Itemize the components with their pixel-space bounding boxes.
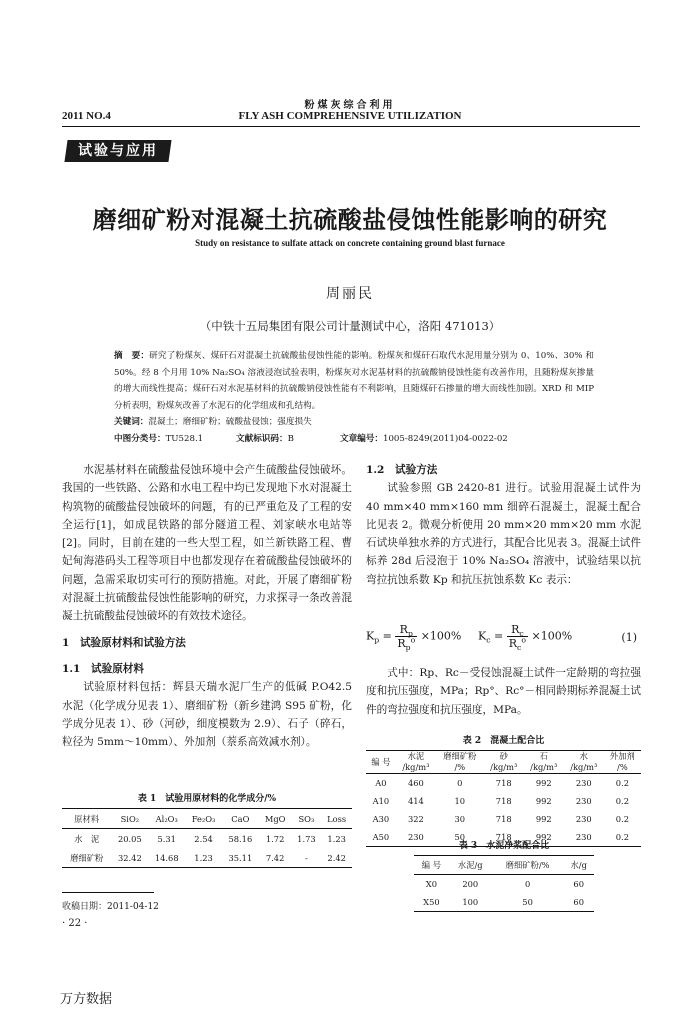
table-header-cell: 编 号 [421, 860, 441, 870]
table-header-cell: SiO₂ [120, 813, 140, 824]
clc-label: 中图分类号： [114, 434, 166, 444]
table-header-cell: 磨细矿粉/% [505, 860, 550, 870]
keywords-text: 混凝土；磨细矿粉；硫酸盐侵蚀；强度损失 [148, 417, 312, 427]
table-cell: 200 [462, 879, 479, 889]
abstract [114, 348, 594, 414]
table-cell: 0.2 [615, 832, 629, 842]
table-header-cell: SO₃ [298, 813, 315, 824]
table-cell: 10 [454, 796, 466, 806]
table-2 [366, 733, 641, 847]
table-header-cell: 石 /kg/m³ [530, 751, 558, 772]
table-cell: X50 [423, 897, 440, 907]
table-cell: 60 [573, 879, 584, 889]
table-cell: 0.2 [615, 814, 629, 824]
section-heading-1-2: 1.2 试验方法 [366, 464, 438, 476]
table-cell: 322 [407, 814, 424, 824]
table-cell: 718 [495, 814, 512, 824]
table-cell: 2.42 [327, 852, 346, 863]
abstract-text: 研究了粉煤灰、煤矸石对混凝土抗硫酸盐侵蚀性能的影响。粉煤灰和煤矸石取代水泥用量分别为 0、10%、30% 和 50%。经 8 个月用 10% Na₂SO₄ 溶液浸泡试验表明，粉煤灰对水泥基材料的抗硫酸钠侵蚀性能有改善作用，且随粉煤灰掺量的增大而线性提高；煤矸石对水泥基材料的抗硫酸钠侵蚀性能有不利影响，且随煤矸石掺量的增大而线性加剧。XRD 和 MIP 分析表明，粉煤灰改善了水泥石的化学组成和孔结构。 [114, 351, 594, 411]
table-cell: 718 [495, 778, 512, 788]
classification-line [114, 432, 614, 444]
table-cell: 1.73 [297, 833, 316, 844]
table-header-cell: Loss [327, 813, 347, 824]
table-cell: 0.2 [615, 796, 629, 806]
table-row [414, 893, 594, 912]
table-cell: 2.54 [194, 833, 213, 844]
table-cell: 230 [407, 832, 424, 842]
table-cell: 水 泥 [74, 833, 100, 844]
table-header-cell: 外加剂 /% [609, 751, 635, 772]
issue-number: 2011 NO.4 [62, 110, 111, 122]
journal-name-en: FLY ASH COMPREHENSIVE UTILIZATION [238, 110, 462, 122]
table-cell: 992 [535, 796, 552, 806]
formula-note: 式中：Rp、Rc－受侵蚀混凝土试件一定龄期的弯拉强度和抗压强度，MPa；Rp°、Rc°－相同龄期标养混凝土试件的弯拉强度和抗压强度，MPa。 [366, 667, 641, 716]
table-cell: A0 [375, 778, 387, 788]
section-heading-1: 1 试验原材料和试验方法 [62, 636, 186, 649]
right-column [366, 461, 641, 589]
affiliation: （中铁十五局集团有限公司计量测试中心，洛阳 471013） [199, 319, 501, 333]
doc-code-label: 文献标识码： [236, 434, 288, 444]
formula-kp: $K_p$ = $\frac{R_p}{R_p^o}$ ×100% [366, 623, 462, 653]
article-no-label: 文章编号： [340, 434, 383, 444]
table-cell: 1.72 [265, 833, 285, 844]
table-header-cell: 水泥/g [457, 860, 483, 870]
table-1-caption: 表 1 试验用原材料的化学成分/% [137, 794, 277, 804]
table-header-row [62, 809, 352, 829]
table-header-cell: 编 号 [371, 756, 391, 767]
table-cell: 992 [535, 814, 552, 824]
table-row [414, 875, 594, 894]
table-header-cell: 磨细矿粉 /% [443, 751, 477, 772]
table-header-row [366, 751, 641, 774]
table-cell: A50 [372, 832, 390, 842]
table-cell: 718 [495, 832, 512, 842]
table-header-cell: 原材料 [74, 813, 100, 824]
table-3-caption: 表 3 水泥净浆配合比 [458, 841, 550, 851]
table-cell: 35.11 [228, 852, 253, 863]
table-cell: 1.23 [327, 833, 346, 844]
table-cell: 0.2 [615, 778, 629, 788]
article-title-en: Study on resistance to sulfate attack on concrete containing ground blast furnace [195, 238, 505, 248]
header-rule [62, 126, 640, 127]
table-row [366, 774, 641, 793]
table-header-cell: Fe₂O₃ [191, 813, 216, 824]
table-row [366, 810, 641, 828]
table-cell: 14.68 [154, 852, 179, 863]
table-cell: 50 [522, 897, 533, 907]
clc-value: TU528.1 [165, 434, 204, 444]
method-paragraph: 试验参照 GB 2420-81 进行。试验用混凝土试件为 40 mm×40 mm×160 mm 细碎石混凝土，混凝土配合比见表 2。微观分析使用 20 mm×20 mm×20 mm 水泥石试块单独水养的方式进行，其配合比见表 3。混凝土试件标养 28d 后浸泡于 10% Na₂SO₄ 溶液中，试验结果以抗弯拉抗蚀系数 Kp 和抗压抗蚀系数 Kc 表示： [366, 482, 641, 586]
author: 周丽民 [326, 286, 374, 302]
table-header-cell: 砂 /kg/m³ [490, 751, 518, 772]
table-cell: 30 [454, 814, 466, 824]
table-header-cell: 水/g [570, 860, 587, 870]
formula-number: (1) [621, 631, 637, 644]
table-row [366, 792, 641, 810]
materials-paragraph: 试验原材料包括：辉县天瑞水泥厂生产的低碱 P.O42.5 水泥（化学成分见表 1）、磨细矿粉（新乡建鸿 S95 矿粉，化学成分见表 1）、砂（河砂，细度模数为 2.9）、石子（碎石，粒径为 5mm～10mm）、外加剂（萘系高效减水剂）。 [62, 681, 352, 749]
keywords [114, 415, 312, 427]
table-cell: 1.23 [194, 852, 213, 863]
table-cell: 992 [535, 832, 552, 842]
table-header-cell: MgO [264, 813, 286, 824]
table-cell: 0 [457, 778, 463, 788]
abstract-label: 摘 要： [114, 351, 150, 361]
table-header-cell: 水泥 /kg/m³ [402, 751, 430, 772]
table-cell: A30 [372, 814, 390, 824]
watermark-footer: 万方数据 [60, 992, 113, 1007]
doc-code-value: B [287, 434, 294, 444]
journal-name-cn: 粉煤灰综合利用 [304, 100, 396, 111]
table-header-cell: Al₂O₃ [155, 813, 178, 824]
intro-paragraph: 水泥基材料在硫酸盐侵蚀环境中会产生硫酸盐侵蚀破坏。我国的一些铁路、公路和水电工程中均已发现地下水对混凝土构筑物的硫酸盐侵蚀破坏的问题，有的已严重危及了工程的安全运行[1]，如成昆铁路的部分隧道工程、刘家峡水电站等[2]。同时，目前在建的一些大型工程，如兰新铁路工程、曹妃甸海港码头工程等项目中也都发现存在着硫酸盐侵蚀破坏的问题，急需采取切实可行的预防措施。对此，开展了磨细矿粉对混凝土抗硫酸盐侵蚀性能影响的研究，力求探寻一条改善混凝土抗硫酸盐侵蚀破坏的有效技术途径。 [62, 464, 352, 623]
table-cell: 414 [407, 796, 424, 806]
table-cell: 718 [495, 796, 512, 806]
received-date: 收稿日期：2011-04-12 [62, 902, 159, 912]
table-cell: 230 [575, 778, 592, 788]
formula-kc: $K_c$ = $\frac{R_c}{R_c^o}$ ×100% [478, 623, 573, 653]
table-cell: A10 [372, 796, 390, 806]
table-cell: 100 [462, 897, 479, 907]
article-no-value: 1005-8249(2011)04-0022-02 [382, 434, 508, 444]
page-number: · 22 · [62, 918, 88, 929]
table-cell: 7.42 [265, 852, 285, 863]
table-header-cell: CaO [231, 813, 250, 824]
table-2-grid [366, 750, 641, 847]
table-cell: 992 [535, 778, 552, 788]
table-2-caption: 表 2 混凝土配合比 [462, 736, 545, 746]
table-header-row [414, 856, 594, 875]
table-cell: 5.31 [157, 833, 176, 844]
section-heading-1-1: 1.1 试验原材料 [62, 662, 144, 675]
formula-1 [366, 619, 641, 659]
table-cell: 20.05 [117, 833, 142, 844]
table-cell: 460 [407, 778, 424, 788]
table-cell: 230 [575, 832, 592, 842]
table-3-grid [414, 855, 594, 912]
table-cell: 32.42 [117, 852, 142, 863]
table-cell: 58.16 [228, 833, 253, 844]
table-cell: - [305, 852, 308, 863]
table-cell: 磨细矿粉 [70, 852, 104, 863]
section-tag: 试验与应用 [64, 140, 171, 162]
table-3 [0, 838, 700, 912]
left-column [62, 461, 352, 751]
table-cell: X0 [425, 879, 437, 889]
table-cell: 230 [575, 814, 592, 824]
table-cell: 50 [454, 832, 466, 842]
table-cell: 0 [524, 879, 531, 889]
table-cell: 230 [575, 796, 592, 806]
keywords-label: 关键词： [114, 417, 149, 427]
article-title-cn: 磨细矿粉对混凝土抗硫酸盐侵蚀性能影响的研究 [92, 205, 608, 234]
table-cell: 60 [573, 897, 584, 907]
table-header-cell: 水 /kg/m³ [570, 751, 598, 772]
